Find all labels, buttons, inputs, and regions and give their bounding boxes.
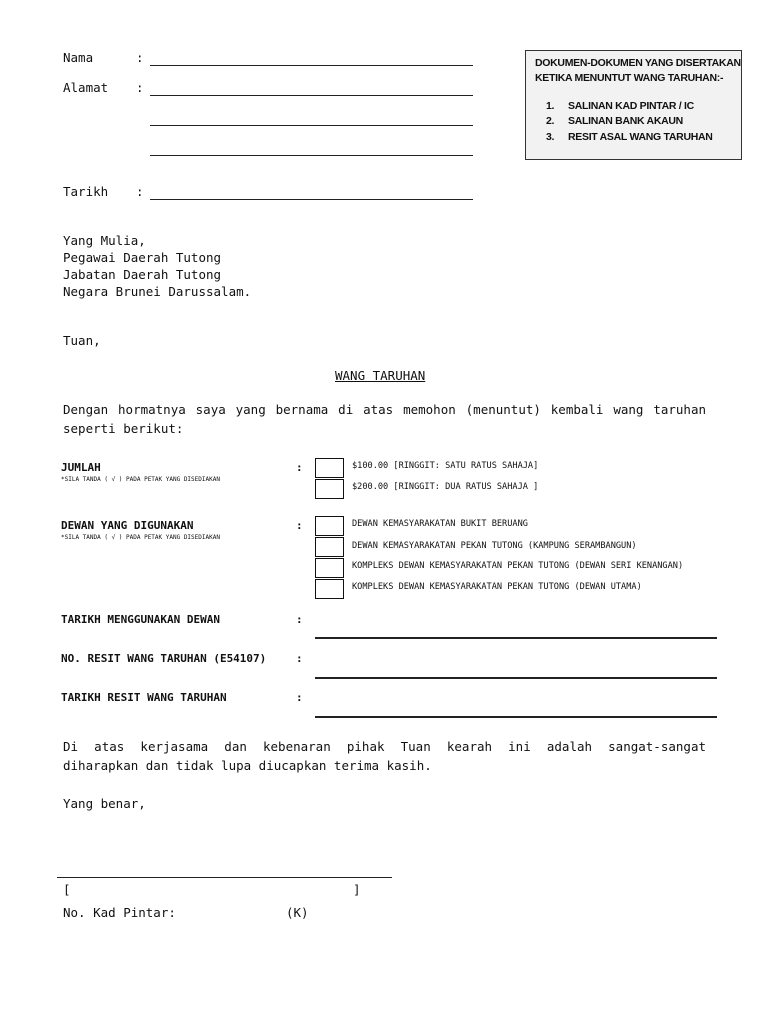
documents-title-line2: KETIKA MENUNTUT WANG TARUHAN:- [535,72,724,84]
recipient-line1: Yang Mulia, [63,233,146,248]
alamat-field-line1[interactable] [150,95,473,96]
dewan-option-1: DEWAN KEMASYARAKATAN BUKIT BERUANG [352,519,528,529]
no-resit-colon: : [296,652,303,665]
signature-line[interactable] [57,877,392,878]
tarikh-resit-colon: : [296,691,303,704]
tarikh-field[interactable] [150,199,473,200]
bracket-open: [ [63,882,71,897]
alamat-label: Alamat [63,80,109,95]
nama-field[interactable] [150,65,473,66]
tarikh-dewan-field[interactable] [315,637,717,639]
dewan-colon: : [296,519,303,532]
no-resit-field[interactable] [315,677,717,679]
kad-pintar-label: No. Kad Pintar: [63,905,176,920]
dewan-option-3: KOMPLEKS DEWAN KEMASYARAKATAN PEKAN TUTONG (DEWAN SERI KENANGAN) [352,561,684,571]
documents-item-2: SALINAN BANK AKAUN [568,115,683,127]
closing-line1: Di atas kerjasama dan kebenaran pihak Tuan kearah ini adalah sangat-sangat [63,739,706,754]
dewan-note: *SILA TANDA ( √ ) PADA PETAK YANG DISEDIAKAN [61,534,220,541]
alamat-field-line3[interactable] [150,155,473,156]
jumlah-note: *SILA TANDA ( √ ) PADA PETAK YANG DISEDIAKAN [61,476,220,483]
sign-off: Yang benar, [63,796,146,811]
documents-item-3: RESIT ASAL WANG TARUHAN [568,131,713,143]
nama-label: Nama [63,50,94,65]
tarikh-dewan-label: TARIKH MENGGUNAKAN DEWAN [61,613,220,626]
jumlah-option-200: $200.00 [RINGGIT: DUA RATUS SAHAJA ] [352,482,539,492]
jumlah-label: JUMLAH [61,461,101,474]
intro-line1: Dengan hormatnya saya yang bernama di atas memohon (menuntut) kembali wang taruhan [63,402,706,417]
documents-item-1: SALINAN KAD PINTAR / IC [568,100,694,112]
jumlah-colon: : [296,461,303,474]
documents-title-line1: DOKUMEN-DOKUMEN YANG DISERTAKAN [535,57,741,69]
bracket-close: ] [353,882,361,897]
recipient-line3: Jabatan Daerah Tutong [63,267,222,282]
jumlah-checkbox-200[interactable] [315,479,344,499]
documents-box [525,50,742,160]
alamat-field-line2[interactable] [150,125,473,126]
documents-item-3-num: 3. [546,131,555,143]
dewan-checkbox-bukit-beruang[interactable] [315,516,344,536]
nama-colon: : [136,50,144,65]
dewan-checkbox-dewan-utama[interactable] [315,579,344,599]
dewan-option-4: KOMPLEKS DEWAN KEMASYARAKATAN PEKAN TUTONG (DEWAN UTAMA) [352,582,642,592]
k-suffix: (K) [286,905,309,920]
closing-line2: diharapkan dan tidak lupa diucapkan terima kasih. [63,758,432,773]
recipient-line4: Negara Brunei Darussalam. [63,284,252,299]
documents-item-1-num: 1. [546,100,555,112]
documents-item-2-num: 2. [546,115,555,127]
jumlah-checkbox-100[interactable] [315,458,344,478]
no-resit-label: NO. RESIT WANG TARUHAN (E54107) [61,652,267,665]
recipient-line2: Pegawai Daerah Tutong [63,250,222,265]
dewan-option-2: DEWAN KEMASYARAKATAN PEKAN TUTONG (KAMPUNG SERAMBANGUN) [352,541,637,551]
page-title: WANG TARUHAN [335,368,426,383]
tarikh-resit-field[interactable] [315,716,717,718]
jumlah-option-100: $100.00 [RINGGIT: SATU RATUS SAHAJA] [352,461,539,471]
tarikh-dewan-colon: : [296,613,303,626]
salutation: Tuan, [63,333,101,348]
tarikh-label: Tarikh [63,184,109,199]
tarikh-colon: : [136,184,144,199]
dewan-label: DEWAN YANG DIGUNAKAN [61,519,194,532]
tarikh-resit-label: TARIKH RESIT WANG TARUHAN [61,691,227,704]
alamat-colon: : [136,80,144,95]
intro-line2: seperti berikut: [63,421,184,436]
dewan-checkbox-seri-kenangan[interactable] [315,558,344,578]
dewan-checkbox-serambangun[interactable] [315,537,344,557]
